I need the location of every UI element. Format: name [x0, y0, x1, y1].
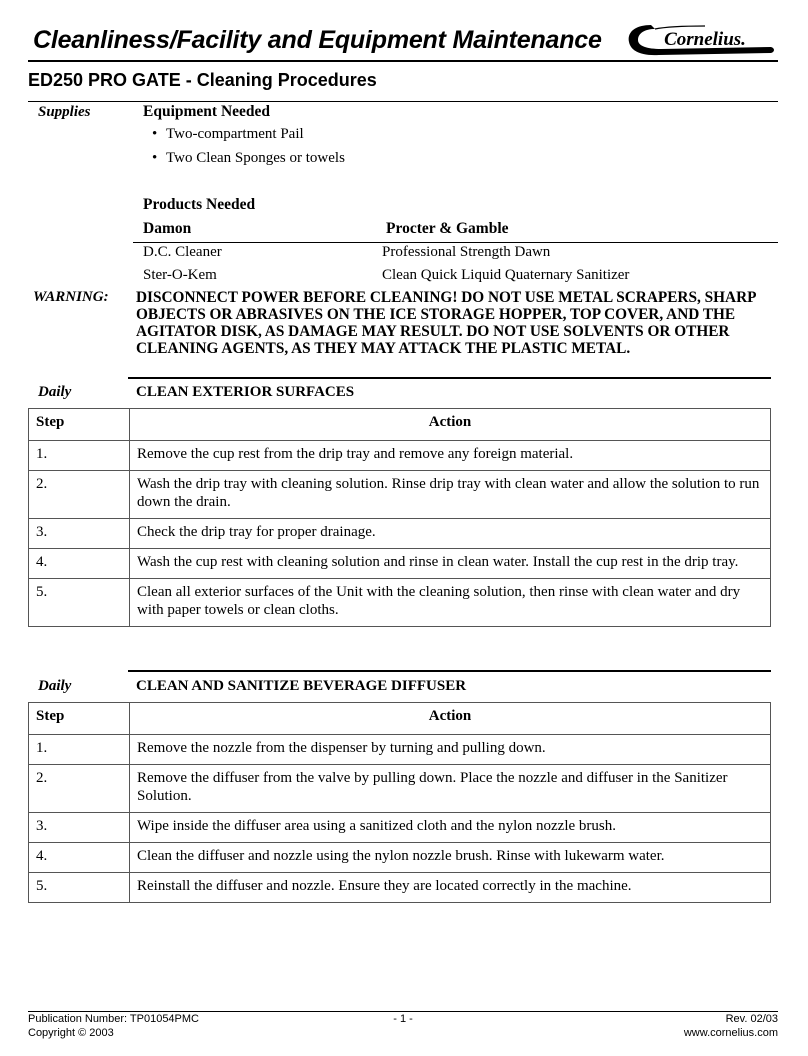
table-row: [29, 873, 771, 903]
warning-label: WARNING:: [33, 289, 109, 305]
table-row: [29, 441, 771, 471]
step-number: 3.: [29, 519, 130, 549]
step-action: Clean the diffuser and nozzle using the nylon nozzle brush. Rinse with lukewarm water.: [130, 843, 771, 873]
step-action: Wash the drip tray with cleaning solution. Rinse drip tray with clean water and allow the solution to run down the drain.: [130, 471, 771, 519]
revision: Rev. 02/03: [725, 1013, 778, 1025]
steps-table: [28, 702, 771, 903]
step-action: Wash the cup rest with cleaning solution and rinse in clean water. Install the cup rest in the drip tray.: [130, 549, 771, 579]
step-number: 2.: [29, 765, 130, 813]
section-frequency: Daily: [38, 384, 72, 400]
step-number: 2.: [29, 471, 130, 519]
page-number: - 1 -: [393, 1013, 413, 1025]
section-rule: [128, 670, 771, 672]
steps-table: [28, 408, 771, 627]
page-header-title: Cleanliness/Facility and Equipment Maintenance: [33, 26, 602, 54]
col-action-header: Action: [130, 409, 771, 441]
table-row: [29, 813, 771, 843]
table-row: [29, 471, 771, 519]
table-row: [29, 519, 771, 549]
header-rule: [28, 60, 778, 62]
step-action: Clean all exterior surfaces of the Unit with the cleaning solution, then rinse with clean water and dry with paper towels or clean cloths.: [130, 579, 771, 627]
copyright: Copyright © 2003: [28, 1027, 114, 1039]
document-subtitle: ED250 PRO GATE - Cleaning Procedures: [28, 70, 377, 90]
bullet-icon: •: [152, 126, 158, 142]
footer-line-1: [28, 1012, 778, 1026]
table-row: [29, 735, 771, 765]
product-cell: Ster-O-Kem: [143, 267, 217, 283]
publication-number: Publication Number: TP01054PMC: [28, 1013, 199, 1025]
subtitle-rule: [28, 101, 778, 102]
step-number: 1.: [29, 441, 130, 471]
step-number: 5.: [29, 873, 130, 903]
section-heading: CLEAN EXTERIOR SURFACES: [136, 384, 355, 400]
step-number: 3.: [29, 813, 130, 843]
equipment-item: [152, 150, 345, 167]
step-number: 1.: [29, 735, 130, 765]
table-row: [29, 579, 771, 627]
table-header-row: [29, 409, 771, 441]
cornelius-logo: [625, 20, 777, 60]
equipment-item: [152, 126, 304, 143]
equipment-item-text: Two-compartment Pail: [166, 126, 304, 142]
bullet-icon: •: [152, 150, 158, 166]
product-cell: Professional Strength Dawn: [382, 244, 551, 260]
step-action: Check the drip tray for proper drainage.: [130, 519, 771, 549]
step-action: Remove the cup rest from the drip tray and remove any foreign material.: [130, 441, 771, 471]
section-heading: CLEAN AND SANITIZE BEVERAGE DIFFUSER: [136, 678, 467, 694]
products-heading: Products Needed: [143, 196, 256, 213]
website: www.cornelius.com: [683, 1027, 778, 1039]
table-header-row: [29, 703, 771, 735]
products-col-damon: Damon: [143, 220, 192, 237]
supplies-label: Supplies: [38, 104, 91, 120]
products-header-rule: [133, 242, 778, 243]
equipment-item-text: Two Clean Sponges or towels: [166, 150, 345, 166]
section-frequency: Daily: [38, 678, 72, 694]
step-action: Wipe inside the diffuser area using a sanitized cloth and the nylon nozzle brush.: [130, 813, 771, 843]
products-col-pg: Procter & Gamble: [386, 220, 509, 237]
step-number: 4.: [29, 549, 130, 579]
step-action: Remove the diffuser from the valve by pulling down. Place the nozzle and diffuser in the Sanitizer Solution.: [130, 765, 771, 813]
table-row: [29, 549, 771, 579]
table-row: [29, 765, 771, 813]
step-action: Reinstall the diffuser and nozzle. Ensure they are located correctly in the machine.: [130, 873, 771, 903]
step-number: 4.: [29, 843, 130, 873]
product-cell: Clean Quick Liquid Quaternary Sanitizer: [382, 267, 630, 283]
footer-line-2: [28, 1026, 778, 1040]
table-row: [29, 843, 771, 873]
section-rule: [128, 377, 771, 379]
col-step-header: Step: [29, 409, 130, 441]
step-number: 5.: [29, 579, 130, 627]
col-step-header: Step: [29, 703, 130, 735]
step-action: Remove the nozzle from the dispenser by turning and pulling down.: [130, 735, 771, 765]
product-cell: D.C. Cleaner: [143, 244, 222, 260]
col-action-header: Action: [130, 703, 771, 735]
logo-wordmark: Cornelius.: [664, 29, 746, 50]
equipment-heading: Equipment Needed: [143, 103, 271, 120]
warning-text: DISCONNECT POWER BEFORE CLEANING! DO NOT USE METAL SCRAPERS, SHARP OBJECTS OR ABRASIVES ON THE ICE STORAGE HOPPER, TOP COVER, AND THE AGITATOR DISK, AS DAMAGE MAY RESULT. DO NOT USE SOLVENTS OR OTHER CLEANING AGENTS, AS THEY MAY ATTACK THE PLASTIC METAL.: [136, 289, 756, 357]
